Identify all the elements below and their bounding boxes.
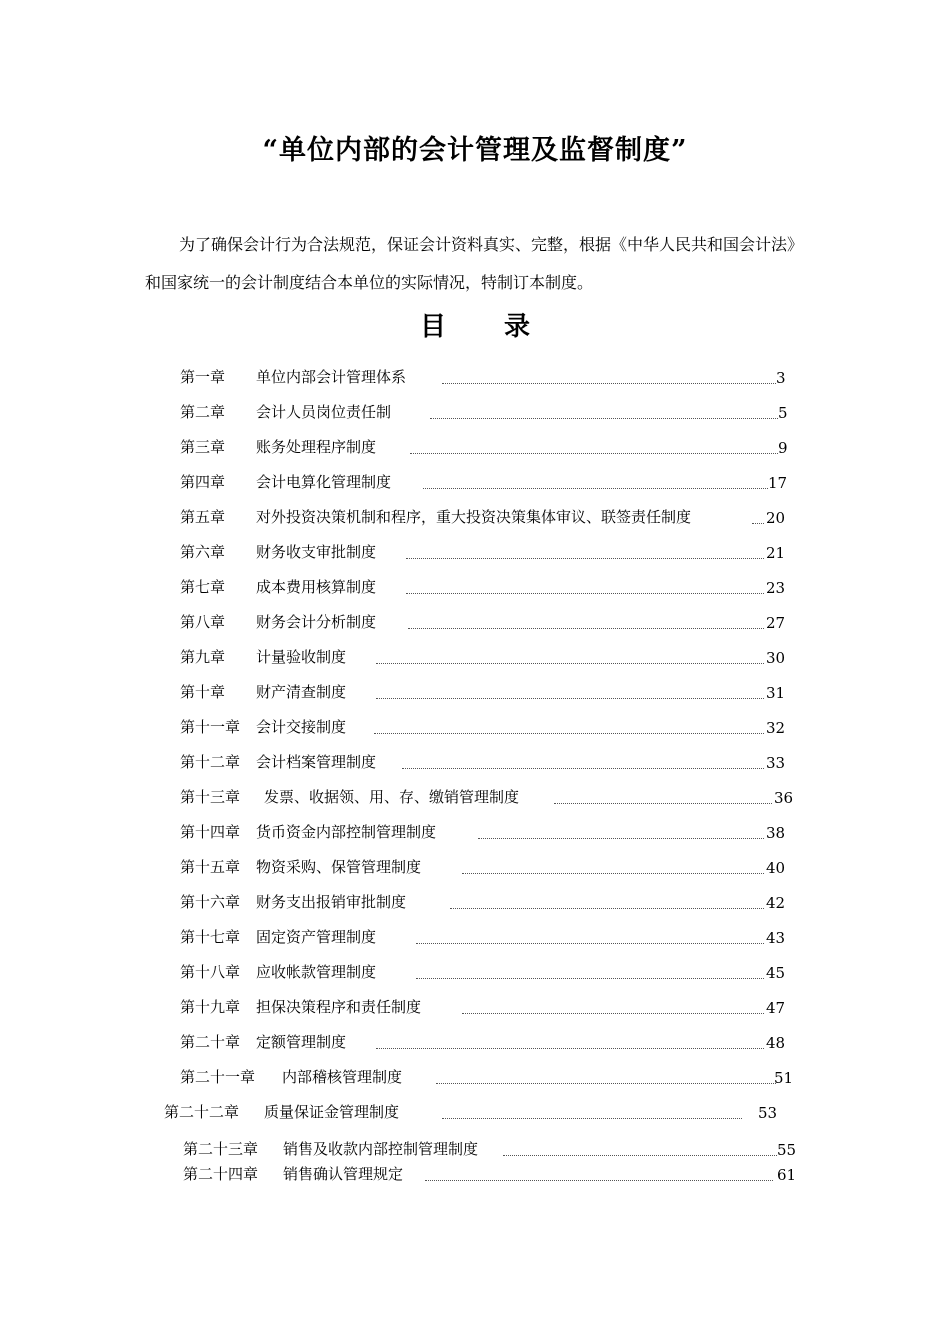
toc-page-number: 45 (766, 964, 786, 982)
toc-chapter-number: 第十一章 (180, 718, 241, 736)
toc-chapter-title: 会计交接制度 (256, 718, 347, 736)
toc-heading-left: 目 (419, 312, 446, 342)
toc-entry (180, 576, 820, 598)
toc-leader-dots (462, 1013, 764, 1014)
intro-paragraph: 为了确保会计行为合法规范，保证会计资料真实、完整，根据《中华人民共和国会计法》和国家统一的会计制度结合本单位的实际情况，特制订本制度。 (145, 235, 804, 292)
toc-entry (180, 786, 820, 808)
toc-page-number: 40 (766, 859, 786, 877)
toc-entry (180, 996, 820, 1018)
toc-leader-dots (423, 488, 768, 489)
toc-leader-dots (554, 803, 772, 804)
toc-page-number: 51 (774, 1069, 794, 1087)
toc-entry (180, 401, 820, 423)
toc-page-number: 21 (766, 544, 786, 562)
toc-chapter-title: 销售及收款内部控制管理制度 (283, 1140, 479, 1158)
toc-chapter-title: 财务会计分析制度 (256, 613, 377, 631)
toc-chapter-number: 第十二章 (180, 753, 241, 771)
toc-leader-dots (462, 873, 764, 874)
toc-chapter-number: 第十四章 (180, 823, 241, 841)
toc-chapter-number: 第十八章 (180, 963, 241, 981)
toc-chapter-number: 第三章 (180, 438, 226, 456)
toc-entry (180, 891, 820, 913)
toc-page-number: 3 (776, 369, 786, 387)
toc-entry (180, 436, 820, 458)
toc-chapter-title: 质量保证金管理制度 (264, 1103, 400, 1121)
toc-chapter-number: 第十六章 (180, 893, 241, 911)
toc-page-number: 17 (768, 474, 788, 492)
toc-page-number: 33 (766, 754, 786, 772)
toc-leader-dots (450, 908, 764, 909)
toc-page-number: 42 (766, 894, 786, 912)
toc-chapter-title: 应收帐款管理制度 (256, 963, 377, 981)
toc-leader-dots (406, 593, 764, 594)
toc-entry (183, 1163, 823, 1185)
toc-chapter-number: 第十三章 (180, 788, 241, 806)
toc-chapter-title: 单位内部会计管理体系 (256, 368, 407, 386)
toc-chapter-title: 会计档案管理制度 (256, 753, 377, 771)
toc-leader-dots (430, 418, 778, 419)
toc-page-number: 47 (766, 999, 786, 1017)
toc-entry (180, 1066, 820, 1088)
toc-page-number: 53 (758, 1104, 778, 1122)
toc-leader-dots (442, 1118, 742, 1119)
toc-chapter-number: 第九章 (180, 648, 226, 666)
toc-entry (180, 961, 820, 983)
toc-chapter-number: 第二十二章 (164, 1103, 240, 1121)
toc-chapter-title: 销售确认管理规定 (283, 1165, 404, 1183)
toc-page-number: 23 (766, 579, 786, 597)
toc-page-number: 30 (766, 649, 786, 667)
toc-entry (180, 646, 820, 668)
toc-chapter-title: 固定资产管理制度 (256, 928, 377, 946)
toc-leader-dots (442, 383, 776, 384)
toc-chapter-title: 货币资金内部控制管理制度 (256, 823, 437, 841)
toc-chapter-number: 第八章 (180, 613, 226, 631)
document-title: “单位内部的会计管理及监督制度” (262, 135, 688, 166)
toc-chapter-title: 成本费用核算制度 (256, 578, 377, 596)
toc-entry (180, 856, 820, 878)
toc-page-number: 5 (778, 404, 788, 422)
toc-chapter-number: 第二十一章 (180, 1068, 256, 1086)
toc-entry (180, 541, 820, 563)
toc-chapter-number: 第七章 (180, 578, 226, 596)
toc-chapter-title: 定额管理制度 (256, 1033, 347, 1051)
toc-chapter-title: 计量验收制度 (256, 648, 347, 666)
toc-chapter-number: 第四章 (180, 473, 226, 491)
toc-chapter-number: 第五章 (180, 508, 226, 526)
toc-leader-dots (503, 1155, 777, 1156)
toc-chapter-title: 会计人员岗位责任制 (256, 403, 392, 421)
toc-chapter-title: 发票、收据领、用、存、缴销管理制度 (264, 788, 520, 806)
toc-leader-dots (425, 1180, 773, 1181)
toc-chapter-number: 第一章 (180, 368, 226, 386)
toc-page-number: 61 (777, 1166, 797, 1184)
toc-page-number: 55 (777, 1141, 797, 1159)
toc-heading (0, 306, 950, 343)
toc-chapter-title: 担保决策程序和责任制度 (256, 998, 422, 1016)
toc-entry (180, 506, 820, 528)
toc-chapter-number: 第十五章 (180, 858, 241, 876)
toc-page-number: 38 (766, 824, 786, 842)
toc-chapter-title: 财产清查制度 (256, 683, 347, 701)
toc-heading-right: 录 (504, 312, 531, 342)
toc-entry (180, 366, 820, 388)
toc-entry (164, 1101, 804, 1123)
toc-leader-dots (374, 733, 764, 734)
toc-chapter-number: 第六章 (180, 543, 226, 561)
toc-page-number: 31 (766, 684, 786, 702)
toc-leader-dots (410, 453, 778, 454)
toc-entry (180, 471, 820, 493)
toc-entry (180, 751, 820, 773)
toc-chapter-number: 第二章 (180, 403, 226, 421)
toc-chapter-title: 内部稽核管理制度 (282, 1068, 403, 1086)
toc-chapter-title: 财务收支审批制度 (256, 543, 377, 561)
toc-page-number: 27 (766, 614, 786, 632)
toc-chapter-number: 第十九章 (180, 998, 241, 1016)
toc-leader-dots (376, 698, 764, 699)
toc-entry (180, 926, 820, 948)
toc-leader-dots (376, 1048, 764, 1049)
toc-entry (180, 611, 820, 633)
toc-chapter-number: 第二十四章 (183, 1165, 259, 1183)
toc-leader-dots (408, 628, 764, 629)
toc-entry (183, 1138, 823, 1160)
toc-page-number: 9 (778, 439, 788, 457)
toc-page-number: 32 (766, 719, 786, 737)
toc-chapter-title: 物资采购、保管管理制度 (256, 858, 422, 876)
toc-chapter-number: 第十七章 (180, 928, 241, 946)
toc-page-number: 36 (774, 789, 794, 807)
toc-chapter-title: 财务支出报销审批制度 (256, 893, 407, 911)
toc-leader-dots (402, 768, 764, 769)
toc-entry (180, 681, 820, 703)
toc-leader-dots (376, 663, 764, 664)
toc-chapter-title: 账务处理程序制度 (256, 438, 377, 456)
toc-leader-dots (416, 978, 764, 979)
toc-chapter-title: 对外投资决策机制和程序，重大投资决策集体审议、联签责任制度 (256, 508, 692, 526)
toc-entry (180, 821, 820, 843)
toc-chapter-number: 第十章 (180, 683, 226, 701)
toc-chapter-number: 第二十章 (180, 1033, 241, 1051)
toc-leader-dots (436, 1083, 776, 1084)
toc-entry (180, 716, 820, 738)
toc-page-number: 20 (766, 509, 786, 527)
toc-leader-dots (406, 558, 764, 559)
toc-leader-dots (752, 523, 764, 524)
toc-page-number: 48 (766, 1034, 786, 1052)
toc-page-number: 43 (766, 929, 786, 947)
toc-chapter-number: 第二十三章 (183, 1140, 259, 1158)
toc-leader-dots (416, 943, 764, 944)
toc-leader-dots (478, 838, 764, 839)
toc-chapter-title: 会计电算化管理制度 (256, 473, 392, 491)
toc-entry (180, 1031, 820, 1053)
